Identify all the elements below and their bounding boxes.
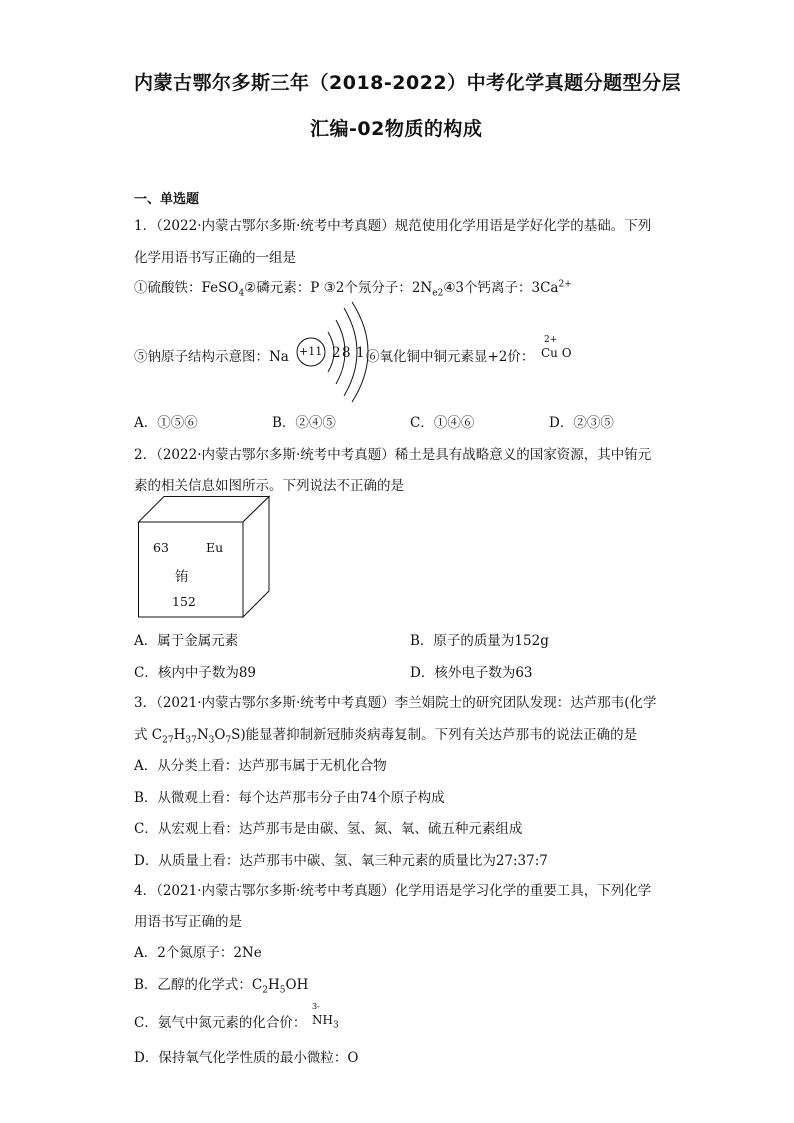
q1-item5-label: ⑤钠原子结构示意图：Na	[134, 349, 289, 365]
q3-option-c[interactable]: C．从宏观上看：达芦那韦是由碳、氢、氮、氧、硫五种元素组成	[134, 821, 523, 837]
element-symbol: Eu	[206, 540, 224, 555]
q3-n: N	[196, 727, 209, 743]
q3-stem-line2	[134, 723, 638, 746]
q4-sub-3: 3	[332, 1020, 339, 1031]
q2-option-b[interactable]: B．原子的质量为152g	[410, 633, 549, 649]
q4-sub-5: 5	[279, 985, 286, 996]
element-name: 铕	[175, 569, 189, 585]
cu-valence: 2+	[544, 335, 558, 345]
q4-stem-line2: 用语书写正确的是	[134, 914, 242, 930]
q1-item6: ⑥氧化铜中铜元素显+2价：	[366, 349, 535, 365]
q3-option-b[interactable]: B．从微观上看：每个达芦那韦分子由74个原子构成	[134, 790, 445, 806]
q1-sub-e2: e2	[432, 288, 444, 299]
q2-stem-line1: 2．（2022·内蒙古鄂尔多斯·统考中考真题）稀土是具有战略意义的国家资源，其中铕元	[134, 447, 652, 463]
q4-sub-2: 2	[262, 985, 268, 996]
section-heading: 一、单选题	[134, 192, 200, 207]
q4-option-b-text: B．乙醇的化学式：C	[134, 977, 263, 993]
q4-stem-line1: 4．（2021·内蒙古鄂尔多斯·统考中考真题）化学用语是学习化学的重要工具，下列化学	[134, 883, 652, 899]
shell-electrons-3: 1	[356, 345, 365, 361]
q4-valence-mark: 3-	[312, 1002, 320, 1011]
q4-nh: NH	[312, 1013, 333, 1027]
q2-option-a[interactable]: A．属于金属元素	[134, 633, 239, 649]
q1-item2-3: ②磷元素：P ③2个氖分子：2N	[244, 280, 433, 296]
element-atomic-number: 63	[153, 540, 169, 555]
shell-electrons-2: 8	[342, 345, 351, 361]
q1-stem-line2: 化学用语书写正确的一组是	[134, 250, 296, 266]
q1-option-a[interactable]: A．①⑤⑥	[134, 415, 198, 431]
q3-sub-37: 37	[185, 735, 197, 746]
q3-option-d[interactable]: D．从质量上看：达芦那韦中碳、氢、氧三种元素的质量比为27:37:7	[134, 853, 548, 869]
q3-option-a[interactable]: A．从分类上看：达芦那韦属于无机化合物	[134, 758, 387, 774]
q3-sub-7: 7	[225, 735, 232, 746]
shell-electrons-1: 2	[332, 345, 341, 361]
q1-option-c[interactable]: C．①④⑥	[410, 415, 475, 431]
q4-option-a[interactable]: A．2个氮原子：2Ne	[134, 945, 262, 961]
q3-stem-line1: 3．（2021·内蒙古鄂尔多斯·统考中考真题）李兰娟院士的研究团队发现：达芦那韦(化学	[134, 695, 657, 711]
q3-formula-prefix: 式 C	[134, 727, 163, 743]
europium-element-cube	[138, 496, 270, 618]
q1-item4: ④3个钙离子：3Ca	[443, 280, 559, 296]
q3-stem-rest: S)能显著抑制新冠肺炎病毒复制。下列有关达芦那韦的说法正确的是	[231, 727, 638, 743]
q1-sup-2plus: 2+	[558, 279, 572, 290]
cu-formula: Cu O	[541, 346, 572, 360]
q2-option-c[interactable]: C．核内中子数为89	[134, 665, 257, 681]
doc-title-line2: 汇编-02物质的构成	[310, 118, 483, 140]
q3-sub-3: 3	[208, 735, 215, 746]
q1-sub4: 4	[238, 288, 245, 299]
q1-option-b[interactable]: B．②④⑤	[272, 415, 336, 431]
q1-items-row	[134, 276, 572, 299]
doc-title-line1: 内蒙古鄂尔多斯三年（2018-2022）中考化学真题分题型分层	[134, 72, 682, 94]
nucleus-charge: +11	[299, 345, 323, 358]
q3-sub-27: 27	[162, 735, 174, 746]
q4-option-c[interactable]	[134, 1011, 306, 1031]
q4-option-d[interactable]: D．保持氧气化学性质的最小微粒：O	[134, 1050, 359, 1066]
q2-stem-line2: 素的相关信息如图所示。下列说法不正确的是	[134, 478, 404, 494]
q1-item1-3: ①硫酸铁：FeSO	[134, 280, 239, 296]
element-atomic-mass: 152	[172, 594, 196, 609]
q2-option-d[interactable]: D．核外电子数为63	[410, 665, 533, 681]
q3-h: H	[173, 727, 186, 743]
q4-option-b[interactable]	[134, 973, 309, 996]
q4-h: H	[267, 977, 280, 993]
q4-oh: OH	[285, 977, 309, 993]
q1-option-d[interactable]: D．②③⑤	[549, 415, 614, 431]
q4-nh3	[312, 1013, 339, 1031]
q1-stem-line1: 1．（2022·内蒙古鄂尔多斯·统考中考真题）规范使用化学用语是学好化学的基础。下列	[134, 218, 652, 234]
q3-o: O	[214, 727, 226, 743]
q4-option-c-text: C．氨气中氮元素的化合价：	[134, 1015, 307, 1031]
